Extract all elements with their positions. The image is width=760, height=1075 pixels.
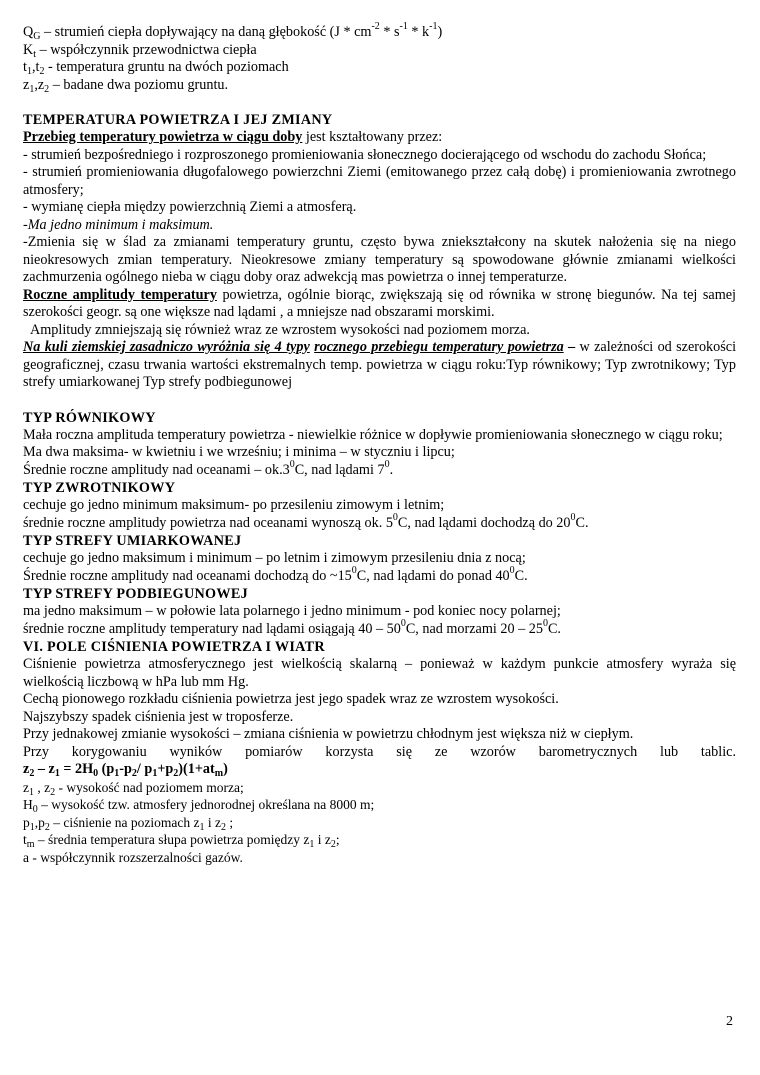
page-number: 2 [726, 1014, 733, 1029]
daily-point-4: -Ma jedno minimum i maksimum. [23, 216, 214, 233]
daily-point-1: - strumień bezpośredniego i rozproszonego promieniowania słonecznego docierającego od wschodu do zachodu Słońca; [23, 146, 707, 163]
pressure-para-4: Przy jednakowej zmianie wysokości – zmiana ciśnienia w powietrzu chłodnym jest większa niż w ciepłym. [23, 726, 634, 742]
heading-tropical: TYP ZWROTNIKOWY [23, 480, 176, 496]
section-heading-temperature: TEMPERATURA POWIETRZA I JEJ ZMIANY [23, 112, 333, 128]
heading-subpolar: TYP STREFY PODBIEGUNOWEJ [23, 586, 249, 602]
definition-t: $t_1,t_2$ - temperatura gruntu na dwóch poziomach [23, 59, 289, 77]
pressure-para-3: Najszybszy spadek ciśnienia jest w troposferze. [23, 708, 294, 725]
formula-def-h0: $H_0$ – wysokość tzw. atmosfery jednorodnej określana na 8000 m; [23, 797, 375, 815]
pressure-para-5: Przy korygowaniu wyników pomiarów korzysta się ze wzorów barometrycznych lub tablic. [23, 743, 736, 760]
daily-title: Przebieg temperatury powietrza w ciągu doby [23, 129, 303, 145]
daily-point-5: -Zmienia się w ślad za zmianami temperatury gruntu, często bywa zniekształcony na skutek nałożenia się na niego nieokresowych zmian temperatury. Nieokresowe zmiany temperatury są spowodowane głównie zmianami wielkości zachmurzenia ogólnego nieba w ciągu doby oraz adwekcją mas powietrza o innej temperaturze. [23, 234, 736, 285]
tropical-line-2: średnie roczne amplitudy powietrza nad oceanami wynoszą ok. $5^0C$, nad lądami dochodzą do $20^0C$. [23, 511, 589, 531]
daily-point-2: - strumień promieniowania długofalowego powierzchni Ziemi (emitowanego przez całą dobę) i promieniowania zwrotnego atmosfery; [23, 164, 736, 198]
pressure-para-2: Cechą pionowego rozkładu ciśnienia powietrza jest jego spadek wraz ze wzrostem wysokości. [23, 691, 559, 707]
tropical-line-1: cechuje go jedno minimum maksimum- po przesileniu zimowym i letnim; [23, 497, 445, 513]
subpolar-line-1: ma jedno maksimum – w połowie lata polarnego i jedno minimum - pod koniec nocy polarnej; [23, 603, 561, 619]
temperate-line-1: cechuje go jedno maksimum i minimum – po letnim i zimowym przesileniu dnia z nocą; [23, 550, 526, 566]
temperate-line-2: Średnie roczne amplitudy nad oceanami dochodzą do $\sim 15^0C$, nad lądami do ponad $40^0C$. [23, 564, 528, 584]
temperature-types-intro: Na kuli ziemskiej zasadniczo wyróżnia się 4 typy rocznego przebiegu temperatury powietrza – w zależności od szerokości geograficznej, czasu trwania wartości ekstremalnych temp. powietrza w ciągu roku:Typ równikowy; Typ zwrotnikowy; Typ strefy umiarkowanej Typ strefy podbiegunowej [23, 339, 737, 390]
pressure-para-1: Ciśnienie powietrza atmosferycznego jest wielkością skalarną – ponieważ w każdym punkcie atmosfery wyraża się wielkością liczbową w hPa lub mm Hg. [23, 656, 736, 690]
annual-title: Roczne amplitudy temperatury [23, 286, 217, 303]
formula-def-z: $z_1$ , $z_2$ - wysokość nad poziomem morza; [23, 779, 244, 798]
annual-note: Amplitudy zmniejszają się również wraz ze wzrostem wysokości nad poziomem morza. [30, 321, 530, 338]
formula-def-p: $p_1,p_2$ – ciśnienie na poziomach $z_1$ i $z_2$ ; [23, 814, 234, 833]
document-body [23, 21, 737, 866]
definition-z: $z_1,z_2$ – badane dwa poziomu gruntu. [23, 76, 229, 95]
heading-pressure: VI. POLE CIŚNIENIA POWIETRZA I WIATR [23, 639, 325, 655]
heading-equatorial: TYP RÓWNIKOWY [23, 409, 156, 426]
equatorial-line-3: Średnie roczne amplitudy nad oceanami – $ok.3^0C$, nad lądami $7^0$. [23, 458, 394, 478]
annual-amplitude: Roczne amplitudy temperatury powietrza, ogólnie biorąc, zwiększają się od równika w stronę biegunów. Na tej samej szerokości geogr. są one większe nad lądami , a mniejsze nad obszarami morskimi. [23, 286, 736, 320]
daily-point-3: - wymianę ciepła między powierzchnią Ziemi a atmosferą. [23, 199, 357, 215]
heading-temperate: TYP STREFY UMIARKOWANEJ [23, 533, 242, 549]
equatorial-line-1: Mała roczna amplituda temperatury powietrza - niewielkie różnice w dopływie promieniowania słonecznego w ciągu roku; [23, 426, 723, 443]
barometric-formula: $z_2 - z_1 = 2H_0$ ($p_1-p_2/$ $p_1+p_2)(1+at_m)$ [23, 761, 228, 779]
definition-kt: $K_t$ – współczynnik przewodnictwa ciepła [23, 41, 257, 60]
definition-qg: $Q_G$ – strumień ciepła dopływający na daną głębokość $(J * cm^{-2} * s^{-1} * k^{-1})$ [23, 21, 443, 42]
daily-intro: Przebieg temperatury powietrza w ciągu doby jest kształtowany przez: [23, 129, 443, 145]
subpolar-line-2: średnie roczne amplitudy temperatury nad lądami osiągają $40 - 50^0C$, nad morzami $20 - 25^0C$. [23, 617, 561, 637]
formula-def-a: a - współczynnik rozszerzalności gazów. [23, 849, 243, 865]
formula-def-tm: $t_m$ – średnia temperatura słupa powietrza pomiędzy $z_1$ i $z_2$; [23, 832, 340, 850]
equatorial-line-2: Ma dwa maksima- w kwietniu i we wrześniu; i minima – w styczniu i lipcu; [23, 444, 455, 460]
